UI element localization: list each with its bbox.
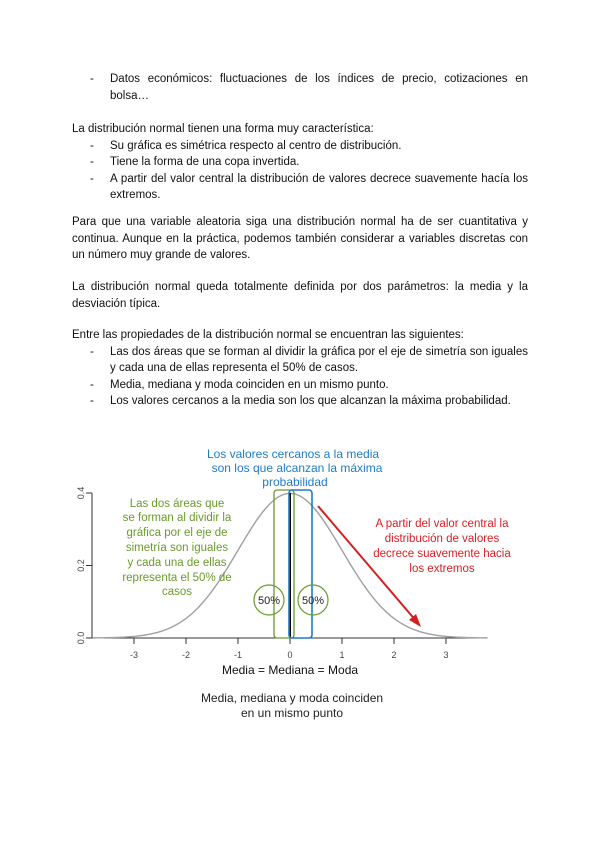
right-annotation bbox=[373, 518, 511, 575]
x-tick-label: 0 bbox=[287, 650, 293, 660]
shape-lead: La distribución normal tienen una forma muy característica: bbox=[72, 123, 374, 135]
top-annotation-line: probabilidad bbox=[262, 475, 328, 489]
left-annotation-line: gráfica por el eje de bbox=[126, 527, 228, 539]
variable-paragraph: Para que una variable aleatoria siga una distribución normal ha de ser cuantitativa y continua. Aunque en la práctica, podemos también considerar a variables discretas con un número muy grande de valores. bbox=[72, 216, 528, 261]
left-area-label: 50% bbox=[257, 595, 281, 607]
x-tick-label: -2 bbox=[181, 650, 191, 660]
right-annotation-line: distribución de valores bbox=[384, 533, 500, 545]
center-probability-highlight bbox=[289, 490, 312, 638]
left-annotation-line: casos bbox=[161, 586, 193, 598]
top-annotation-line: son los que alcanzan la máxima bbox=[211, 461, 383, 475]
caption-line: en un mismo punto bbox=[240, 706, 344, 720]
right-annotation-line: A partir del valor central la bbox=[375, 518, 509, 530]
top-annotation bbox=[207, 447, 383, 489]
bullet-economic-data: - Datos económicos: fluctuaciones de los índices de precio, cotizaciones en bolsa… bbox=[72, 71, 528, 104]
top-annotation-line: Los valores cercanos a la media bbox=[206, 447, 380, 461]
x-axis-label: Media = Mediana = Moda bbox=[221, 663, 359, 677]
right-area-label: 50% bbox=[301, 595, 325, 607]
x-tick-label: 3 bbox=[443, 650, 449, 660]
left-annotation-line: se forman al dividir la bbox=[122, 512, 232, 524]
x-tick-label: -1 bbox=[233, 650, 243, 660]
x-tick-label: 1 bbox=[339, 650, 345, 660]
property-bullet-equal-areas: - Las dos áreas que se forman al dividir la gráfica por el eje de simetría son iguales y cada una de ellas representa el 50% de casos. bbox=[72, 344, 528, 377]
right-annotation-line: decrece suavemente hacia bbox=[373, 548, 511, 560]
y-tick-label: 0.2 bbox=[76, 559, 86, 572]
y-tick-label: 0.0 bbox=[76, 631, 86, 645]
left-annotation-line: y cada una de ellas bbox=[127, 557, 227, 569]
property-bullet-coincide: - Media, mediana y moda coinciden en un mismo punto. bbox=[72, 377, 528, 394]
x-tick-group bbox=[130, 638, 449, 660]
params-paragraph: La distribución normal queda totalmente definida por dos parámetros: la media y la desviación típica. bbox=[72, 281, 528, 310]
left-annotation-line: Las dos áreas que bbox=[129, 498, 225, 510]
shape-bullet-inverted-cup: - Tiene la forma de una copa invertida. bbox=[72, 154, 528, 171]
shape-bullet-symmetric: - Su gráfica es simétrica respecto al centro de distribución. bbox=[72, 138, 528, 155]
property-bullet-max-probability: - Los valores cercanos a la media son los que alcanzan la máxima probabilidad. bbox=[72, 393, 528, 410]
left-annotation bbox=[122, 498, 232, 598]
properties-lead: Entre las propiedades de la distribución normal se encuentran las siguientes: bbox=[72, 329, 464, 341]
caption-line: Media, mediana y moda coinciden bbox=[200, 691, 384, 705]
x-tick-label: 2 bbox=[391, 650, 397, 660]
shape-bullet-decrease: - A partir del valor central la distribución de valores decrece suavemente hacía los extremos. bbox=[72, 171, 528, 204]
left-annotation-line: simetría son iguales bbox=[125, 542, 229, 554]
x-tick-label: -3 bbox=[129, 650, 139, 660]
y-tick-label: 0.4 bbox=[76, 486, 86, 500]
right-annotation-line: los extremos bbox=[409, 563, 475, 575]
left-annotation-line: representa el 50% de bbox=[122, 572, 232, 584]
